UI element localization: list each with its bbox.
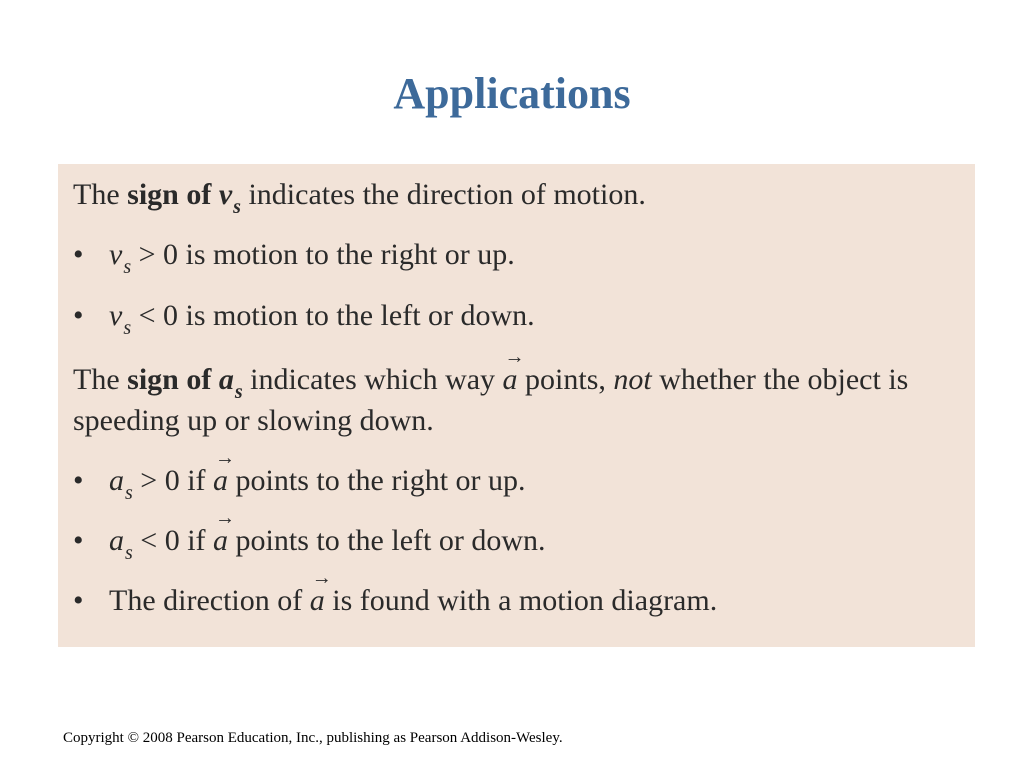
p2-text-before: The <box>73 363 128 396</box>
content-box <box>58 164 975 647</box>
p2-subscript: s <box>234 381 243 403</box>
b1-variable: v <box>109 238 123 271</box>
b2-text: is motion to the left or down. <box>178 299 535 332</box>
b3-relation: > 0 <box>132 464 180 497</box>
p1-bold-text: sign of <box>127 178 219 211</box>
b3-text-before: if <box>179 464 214 497</box>
p2-text-after: whether the object is speeding up or slowing down. <box>73 363 909 437</box>
paragraph-velocity-sign <box>73 176 646 217</box>
bullet-acceleration-positive <box>73 447 526 504</box>
b1-relation: > 0 <box>131 238 179 271</box>
p2-bold-text: sign of <box>127 363 219 396</box>
b2-variable: v <box>109 299 123 332</box>
b3-vector-letter: a <box>213 464 229 497</box>
p1-subscript: s <box>233 196 241 218</box>
b3-subscript: s <box>125 482 133 504</box>
vector-arrow-icon: → <box>311 567 332 589</box>
b2-relation: < 0 <box>131 299 179 332</box>
bullet-dot: • <box>73 464 84 497</box>
b4-subscript: s <box>125 542 133 564</box>
footer-text-before: Copyright <box>63 730 128 746</box>
b2-subscript: s <box>123 317 132 339</box>
bullet-dot: • <box>73 524 84 557</box>
p1-text-after: indicates the direction of motion. <box>240 178 646 211</box>
vector-arrow-icon: → <box>215 507 236 529</box>
footer-text-after: 2008 Pearson Education, Inc., publishing as Pearson Addison-Wesley. <box>139 730 563 746</box>
p2-italic-word: not <box>613 363 652 396</box>
b4-text-after: points to the left or down. <box>228 524 546 557</box>
b4-vector-letter: a <box>213 524 229 557</box>
b4-relation: < 0 <box>132 524 180 557</box>
p2-text-mid: indicates which way <box>242 363 503 396</box>
b1-text: is motion to the right or up. <box>178 238 515 271</box>
vector-arrow-icon: → <box>215 447 236 469</box>
bullet-dot: • <box>73 299 84 332</box>
acceleration-vector <box>502 346 525 399</box>
p2-variable: a <box>218 363 234 396</box>
bullet-dot: • <box>73 584 84 617</box>
p2-vector-letter: a <box>502 363 518 396</box>
vector-arrow-icon: → <box>504 346 525 368</box>
bullet-dot: • <box>73 238 84 271</box>
acceleration-vector <box>309 567 332 620</box>
bullet-velocity-negative <box>73 297 535 338</box>
b5-vector-letter: a <box>309 584 325 617</box>
b3-text-after: points to the right or up. <box>228 464 526 497</box>
b3-variable: a <box>109 464 124 497</box>
b5-text-before: The direction of <box>109 584 310 617</box>
copyright-footer <box>63 728 563 748</box>
bullet-velocity-positive <box>73 236 515 277</box>
b5-text-after: is found with a motion diagram. <box>324 584 718 617</box>
bullet-acceleration-negative <box>73 507 546 564</box>
acceleration-vector <box>213 447 236 500</box>
p2-text-mid2: points, <box>517 363 614 396</box>
paragraph-acceleration-sign <box>73 346 958 440</box>
acceleration-vector <box>213 507 236 560</box>
bullet-direction-motion-diagram <box>73 567 718 620</box>
b4-variable: a <box>109 524 124 557</box>
b1-subscript: s <box>123 256 132 278</box>
slide-title: Applications <box>393 69 631 118</box>
b4-text-before: if <box>179 524 214 557</box>
copyright-icon: © <box>127 730 139 746</box>
p1-variable: v <box>218 178 233 211</box>
p1-text-before: The <box>73 178 128 211</box>
